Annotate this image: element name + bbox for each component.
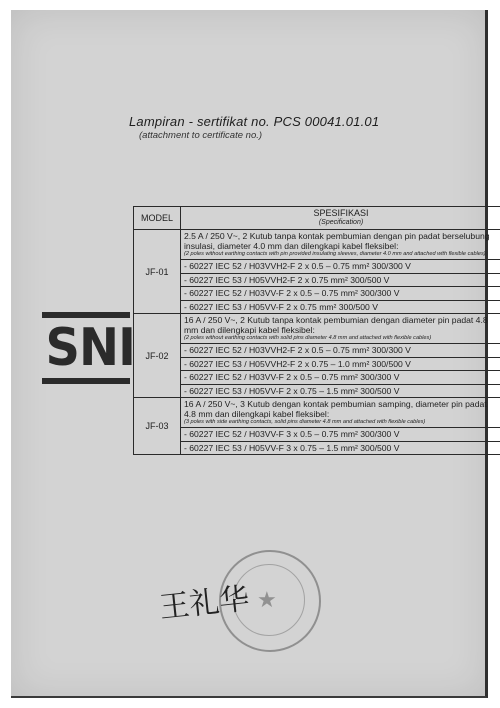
logo-bottom-bar: [42, 378, 130, 384]
logo-text: SNI: [45, 318, 136, 378]
table-row: [134, 230, 500, 260]
spec-item: - 60227 IEC 53 / H05VV-F 2 x 0.75 mm² 300/500 V: [181, 300, 500, 314]
seal-star-icon: ★: [257, 587, 277, 612]
table-row: [134, 398, 500, 428]
spec-item: - 60227 IEC 52 / H03VV-F 2 x 0.5 – 0.75 mm² 300/300 V: [181, 287, 500, 301]
spec-header-label: SPESIFIKASI: [313, 208, 369, 218]
spec-item: - 60227 IEC 53 / H05VV-F 3 x 0.75 – 1.5 mm² 300/500 V: [181, 441, 500, 455]
model-cell: JF-03: [134, 398, 181, 455]
model-header: MODEL: [134, 207, 181, 230]
spec-desc-en: (3 poles with side earthing contacts, solid pins diameter 4.8 mm and attached with flexible cables): [184, 419, 426, 425]
spec-item: - 60227 IEC 52 / H03VVH2-F 2 x 0.5 – 0.75 mm² 300/300 V: [181, 344, 500, 358]
model-cell: JF-01: [134, 230, 181, 314]
spec-header-en: (Specification): [318, 219, 364, 226]
sni-logo: [42, 312, 136, 384]
table-header-row: [134, 207, 500, 230]
spec-description: [181, 230, 500, 260]
scanned-page: [11, 10, 488, 698]
spec-description: [181, 314, 500, 344]
model-cell: JF-02: [134, 314, 181, 398]
spec-header: [181, 207, 500, 230]
spec-description: [181, 398, 500, 428]
spec-item: - 60227 IEC 53 / H05VVH2-F 2 x 0.75 – 1.0 mm² 300/500 V: [181, 357, 500, 371]
spec-desc-text: 16 A / 250 V~, 2 Kutub tanpa kontak pembumian dengan diameter pin padat 4.8 mm dan dilengkapi kabel fleksibel:: [184, 315, 488, 335]
attachment-subtitle: (attachment to certificate no.): [139, 130, 263, 141]
spec-item: - 60227 IEC 53 / H05VV-F 2 x 0.75 – 1.5 mm² 300/500 V: [181, 384, 500, 398]
spec-desc-en: (2 poles without earthing contacts with pin provided insulating sleeves, diameter 4.0 mm and attached with flexible cables): [184, 251, 486, 257]
attachment-title: Lampiran - sertifikat no. PCS 00041.01.01: [129, 114, 380, 129]
spec-item: - 60227 IEC 52 / H03VV-F 3 x 0.5 – 0.75 mm² 300/300 V: [181, 428, 500, 442]
spec-item: - 60227 IEC 52 / H03VVH2-F 2 x 0.5 – 0.75 mm² 300/300 V: [181, 260, 500, 274]
handwritten-signature: 王礼华: [157, 581, 251, 626]
specification-table: [133, 206, 500, 455]
spec-item: - 60227 IEC 53 / H05VVH2-F 2 x 0.75 mm² 300/500 V: [181, 273, 500, 287]
spec-desc-en: (2 poles without earthing contacts with solid pins diameter 4.8 mm and attached with flexible cables): [184, 335, 432, 341]
spec-desc-text: 16 A / 250 V~, 3 Kutub dengan kontak pembumian samping, diameter pin padat 4.8 mm dan dilengkapi kabel fleksibel:: [184, 399, 487, 419]
spec-desc-text: 2.5 A / 250 V~, 2 Kutub tanpa kontak pembumian dengan pin padat berselubung insulasi, diameter 4.0 mm dan dilengkapi kabel fleksibel:: [184, 231, 490, 251]
table-row: [134, 314, 500, 344]
spec-item: - 60227 IEC 52 / H03VV-F 2 x 0.5 – 0.75 mm² 300/300 V: [181, 371, 500, 385]
